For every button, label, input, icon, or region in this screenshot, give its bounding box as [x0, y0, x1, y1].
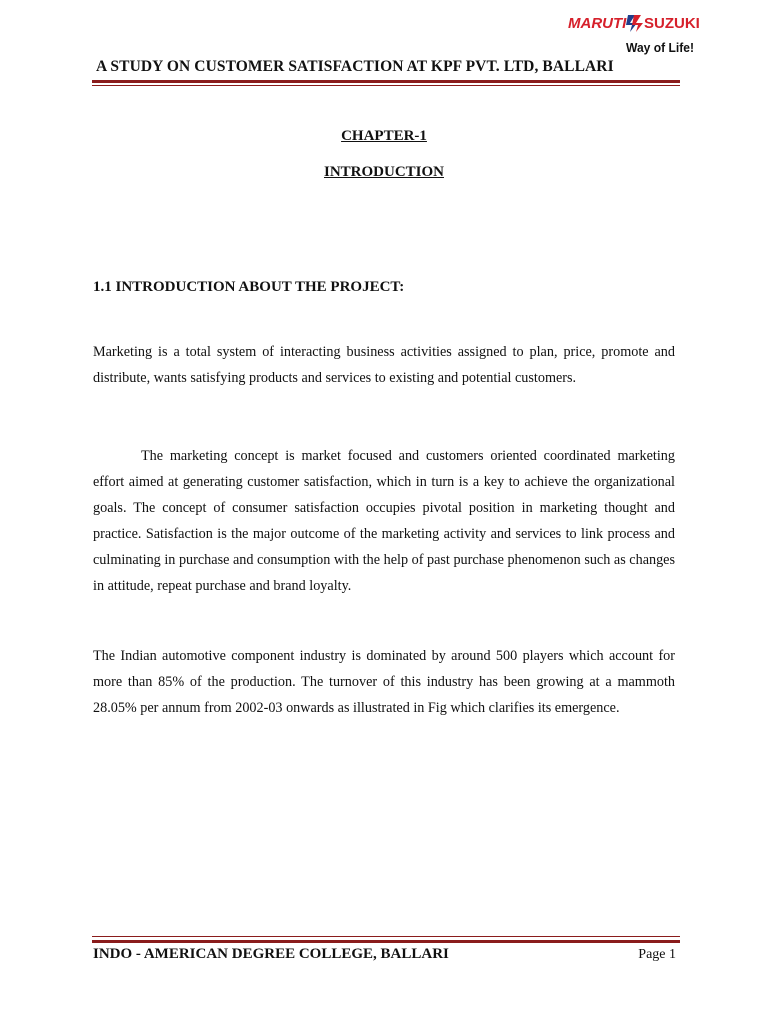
footer-rule-thin: [92, 936, 680, 937]
section-heading: 1.1 INTRODUCTION ABOUT THE PROJECT:: [93, 279, 405, 295]
svg-text:SUZUKI: SUZUKI: [644, 15, 700, 32]
maruti-suzuki-logo-graphic: [568, 8, 700, 58]
chapter-number: CHAPTER-1: [341, 128, 427, 144]
svg-text:Way of Life!: Way of Life!: [626, 40, 694, 55]
paragraph-2: The marketing concept is market focused and customers oriented coordinated marketing effort aimed at generating customer satisfaction, which in turn is a key to achieve the organizational goals. The concept of consumer satisfaction occupies pivotal position in marketing thought and practice. Satisfaction is the major outcome of the marketing activity and services to link process and culminating in purchase and consumption with the help of past purchase phenomenon such as changes in attitude, repeat purchase and brand loyalty.: [93, 448, 675, 594]
chapter-title: INTRODUCTION: [323, 164, 444, 180]
footer-college-name: INDO - AMERICAN DEGREE COLLEGE, BALLARI: [93, 946, 449, 962]
header-rule-thin: [92, 85, 680, 86]
page-number: Page 1: [638, 947, 676, 962]
paragraph-3: The Indian automotive component industry is dominated by around 500 players which account for more than 85% of the production. The turnover of this industry has been growing at a mammoth 28.05% per annum from 2002-03 onwards as illustrated in Fig which clarifies its emergence.: [93, 648, 675, 716]
suzuki-emblem-icon: [626, 15, 643, 32]
footer-rule-thick: [92, 940, 680, 943]
maruti-suzuki-logo: [568, 8, 700, 58]
svg-text:MARUTI: MARUTI: [568, 15, 627, 32]
document-header-title: A STUDY ON CUSTOMER SATISFACTION AT KPF PVT. LTD, BALLARI: [96, 58, 614, 75]
paragraph-1: Marketing is a total system of interacting business activities assigned to plan, price, promote and distribute, wants satisfying products and services to existing and potential customers.: [93, 344, 675, 386]
header-rule-thick: [92, 80, 680, 83]
